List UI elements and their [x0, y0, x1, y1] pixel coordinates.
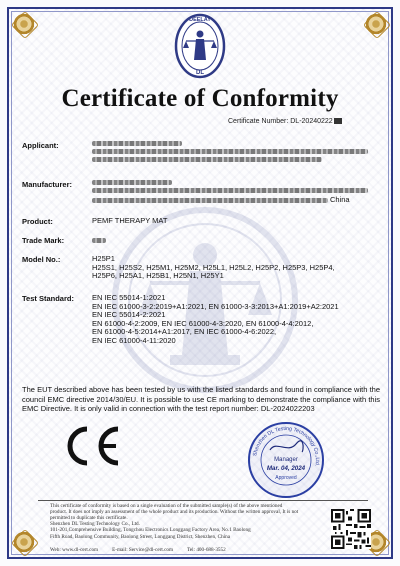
trade-mark-value-redacted — [92, 236, 112, 246]
redacted-line — [92, 157, 322, 162]
stamp-date: Mar. 04, 2024 — [266, 465, 306, 472]
model-main: H25P1 — [92, 254, 115, 263]
test-standard-line: EN 61000-4-2:2009, EN IEC 61000-4-3:2020, EN 61000-4-4:2012, — [92, 318, 314, 328]
test-standard-label: Test Standard: — [22, 294, 74, 303]
test-standard-line: EN IEC 61000-3-2:2019+A1:2021, EN 61000-3-3:2013+A1:2019+A2:2021 — [92, 301, 339, 311]
footer-contacts — [50, 547, 310, 553]
manufacturer-label: Manufacturer: — [22, 180, 73, 189]
redacted-line — [92, 198, 328, 203]
redacted-line — [92, 149, 368, 154]
deelay-logo-icon — [174, 12, 226, 84]
model-list-line: H25P6, H25A1, H25B1, H25N1, H25Y1 — [92, 271, 224, 281]
footer-disclaimer: This certificate of conformity is based on a single evaluation of the submitted sample(s) of the above mentioned product. It does not imply an assessment of the whole product and its production. Without the written approval, It is not permitted to duplicate this certificate. — [50, 503, 299, 522]
qr-code-icon[interactable] — [331, 509, 371, 549]
product-value: PEMF THERAPY MAT — [92, 216, 168, 225]
logo-bottom-text: DL — [196, 70, 204, 76]
test-standards — [92, 294, 339, 346]
test-standard-line: EN IEC 61000-4-11:2020 — [92, 335, 176, 345]
footer-company — [50, 521, 310, 540]
company-address-line: 101-201,Comprehensive Building, Tongchou Electronics Longgang Factory Area, No.1 Baolong — [50, 527, 251, 534]
company-email-link[interactable]: E-mail: Service@dl-cert.com — [112, 547, 174, 553]
test-standard-line: EN IEC 55014-2:2021 — [92, 310, 166, 320]
redacted-line — [92, 238, 106, 243]
stamp-ring-text: Shenzhen DL Testing Technology Co.,Ltd. — [252, 425, 321, 467]
test-standard-line: EN 61000-4-5:2014+A1:2017, EN IEC 61000-4-6:2022, — [92, 327, 277, 337]
ce-mark-text: CE — [60, 425, 62, 426]
model-label: Model No.: — [22, 255, 61, 264]
certificate-number-value: DL-20240222 — [290, 118, 333, 125]
redacted-line — [92, 180, 172, 185]
company-phone: Tel: 400-688-3552 — [187, 547, 226, 553]
product-label: Product: — [22, 217, 53, 226]
certificate-number — [228, 118, 342, 125]
model-values — [92, 255, 335, 281]
stamp-role: Manager — [274, 457, 298, 463]
compliance-statement: The EUT described above has been tested by us with the listed standards and found in compliance with the council EMC directive 2014/30/EU. It is possible to use CE marking to demonstrate the compliance with this EMC Directive. It is only valid in connection with the test report number: DL-2024022203 — [22, 385, 380, 414]
footer-separator — [38, 500, 368, 501]
trade-mark-label: Trade Mark: — [22, 236, 65, 245]
company-name: Shenzhen DL Testing Technology Co., Ltd. — [50, 521, 140, 527]
company-address-line: Fifth Road, Baolong Community, Baolong Street, Longgang District, Shenzhen, China — [50, 533, 231, 540]
certificate-number-label: Certificate Number: — [228, 118, 289, 125]
corner-ornament-icon — [11, 11, 37, 37]
manufacturer-value-redacted — [92, 178, 368, 204]
official-stamp-icon — [246, 420, 326, 500]
redacted-line — [92, 188, 368, 193]
redacted-line — [92, 141, 182, 146]
manufacturer-country: China — [330, 195, 350, 204]
applicant-value-redacted — [92, 139, 368, 165]
logo-top-text: DEELAY — [189, 17, 211, 23]
corner-ornament-icon — [363, 11, 389, 37]
stamp-approved: Approved — [275, 475, 297, 481]
applicant-label: Applicant: — [22, 141, 59, 150]
corner-ornament-icon — [11, 529, 37, 555]
ce-mark-icon — [60, 425, 122, 467]
certificate-title: Certificate of Conformity — [61, 85, 339, 112]
company-website-link[interactable]: Web: www.dl-cert.com — [50, 547, 99, 553]
model-list-line: H25S1, H25S2, H25M1, H25M2, H25L1, H25L2, H25P2, H25P3, H25P4, — [92, 262, 335, 272]
test-standard-line: EN IEC 55014-1:2021 — [92, 293, 166, 302]
redaction-mark — [334, 118, 342, 124]
